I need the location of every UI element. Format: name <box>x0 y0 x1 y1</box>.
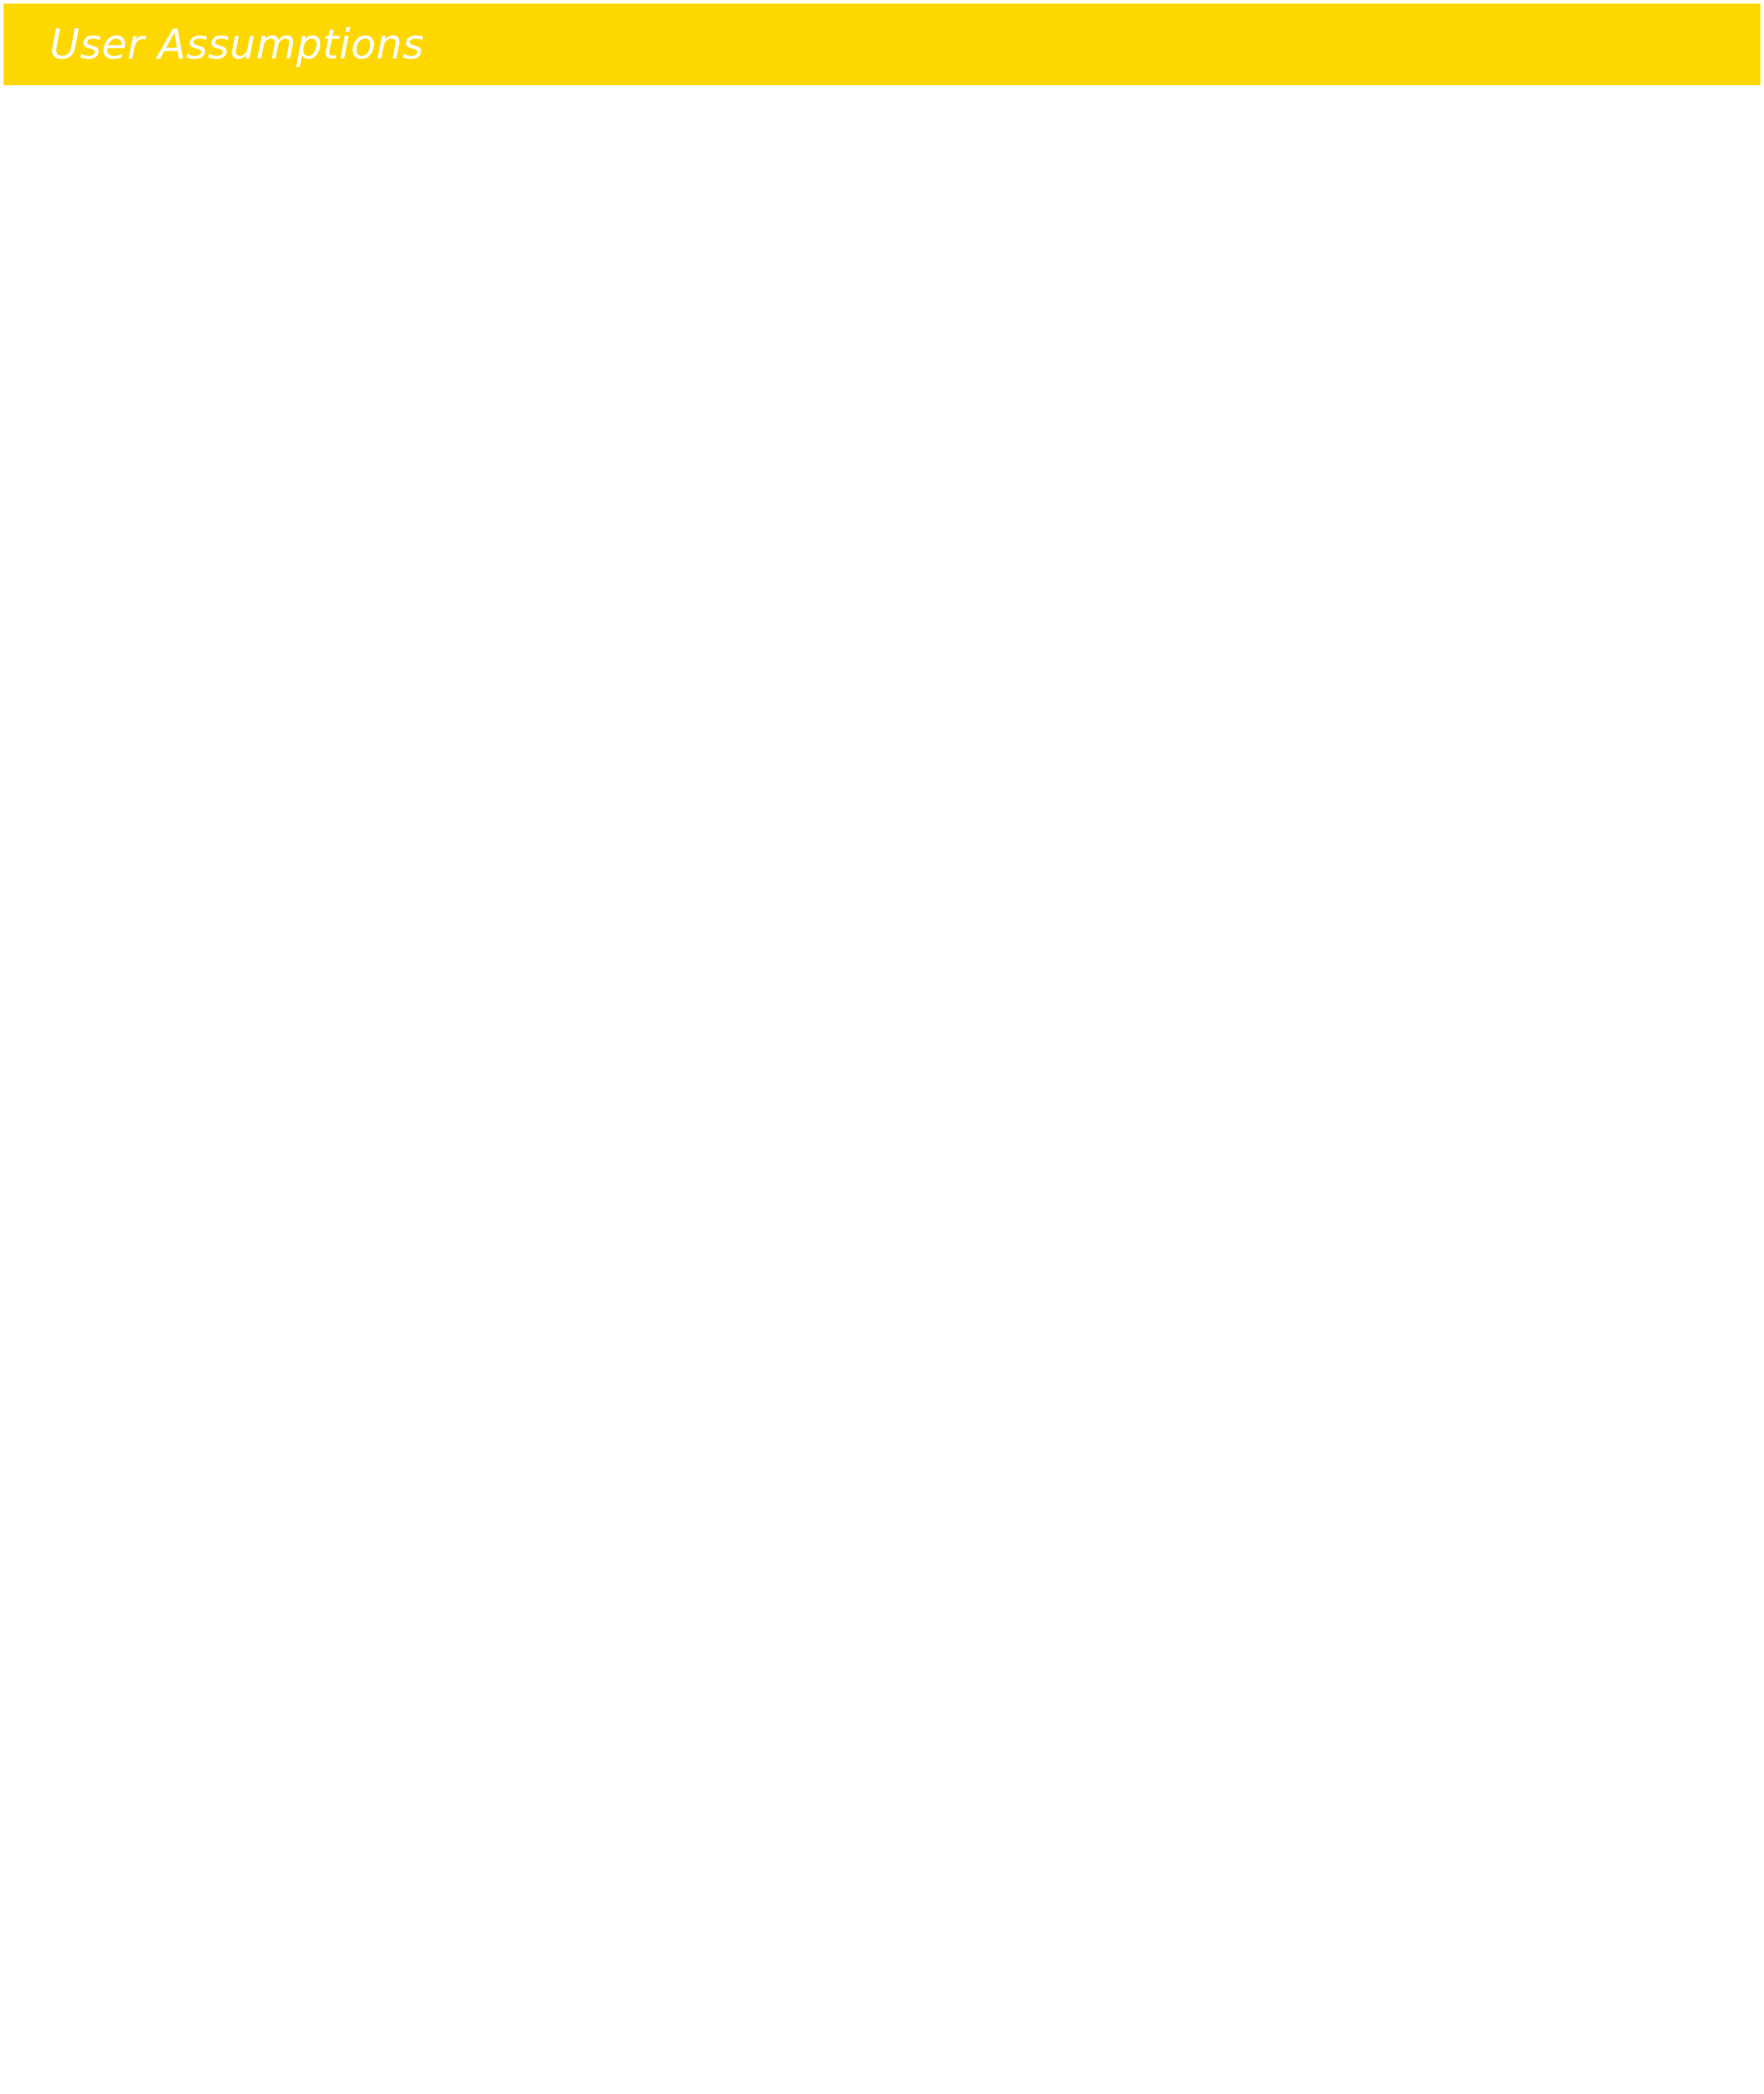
page-header <box>4 4 1760 85</box>
page-title: User Assumptions <box>50 20 425 68</box>
content-area <box>4 85 1760 2090</box>
